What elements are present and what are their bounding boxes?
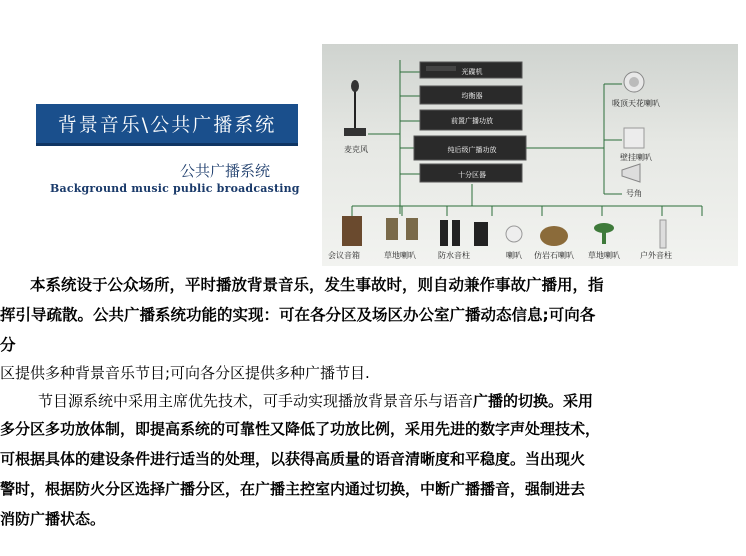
lawn-speaker-icon bbox=[386, 218, 398, 240]
paragraph-text: 节目源系统中采用主席优先技术，可手动实现播放背景音乐与语音 bbox=[38, 392, 474, 410]
device-power-amplifier bbox=[414, 136, 526, 160]
bottom-label: 会议音箱 bbox=[328, 251, 360, 260]
horn-speaker-icon bbox=[622, 164, 640, 182]
speaker-icon bbox=[506, 226, 522, 242]
device-pre-amplifier bbox=[420, 110, 522, 130]
device-label: 纯后级广播功放 bbox=[447, 146, 497, 154]
system-diagram bbox=[322, 44, 738, 266]
lawn-speaker-icon bbox=[406, 218, 418, 240]
ceiling-speaker-icon bbox=[624, 72, 644, 92]
microphone-icon bbox=[344, 80, 366, 136]
device-label: 均衡器 bbox=[461, 92, 483, 100]
right-label: 吸顶天花喇叭 bbox=[612, 99, 660, 108]
bottom-label: 喇叭 bbox=[506, 251, 522, 260]
paragraph-line: 可根据具体的建设条件进行适当的处理，以获得高质量的语音清晰度和平稳度。当出现火 bbox=[0, 450, 586, 468]
bottom-label: 仿岩石喇叭 bbox=[534, 251, 574, 260]
bottom-label: 户外音柱 bbox=[640, 251, 672, 260]
bottom-label: 草地喇叭 bbox=[384, 251, 416, 260]
banner-title: 背景音乐\公共广播系统 bbox=[57, 114, 277, 136]
speaker-box-icon bbox=[474, 222, 488, 246]
outdoor-column-icon bbox=[660, 220, 666, 248]
subtitle-en: Background music public broadcasting bbox=[50, 182, 300, 195]
bottom-label: 防水音柱 bbox=[438, 251, 470, 260]
bottom-label: 草地喇叭 bbox=[588, 251, 620, 260]
right-label: 号角 bbox=[626, 189, 642, 198]
bottom-labels bbox=[328, 250, 672, 260]
device-label: 光碟机 bbox=[461, 68, 483, 76]
wall-speaker-icon bbox=[624, 128, 644, 148]
right-label: 壁挂喇叭 bbox=[620, 153, 652, 162]
paragraph-line: 消防广播状态。 bbox=[0, 510, 106, 528]
rock-speaker-icon bbox=[540, 226, 568, 246]
device-cd-player bbox=[420, 62, 522, 78]
device-label: 十分区器 bbox=[458, 171, 486, 179]
paragraph-line: 区提供多种背景音乐节目;可向各分区提供多种广播节目. bbox=[0, 364, 370, 382]
waterproof-column-icon bbox=[452, 220, 460, 246]
waterproof-column-icon bbox=[440, 220, 448, 246]
paragraph-line: 分 bbox=[0, 336, 16, 354]
subtitle-cn: 公共广播系统 bbox=[180, 162, 271, 180]
device-equalizer bbox=[420, 86, 522, 104]
conference-speaker-icon bbox=[342, 216, 362, 246]
paragraph-line: 挥引导疏散。公共广播系统功能的实现：可在各分区及场区办公室广播动态信息;可向各 bbox=[0, 306, 596, 324]
device-zone-selector bbox=[420, 164, 522, 182]
paragraph-text-bold: 广播的切换。采用 bbox=[473, 392, 594, 410]
paragraph-line bbox=[38, 386, 593, 416]
bottom-speakers bbox=[342, 216, 666, 248]
paragraph-line: 多分区多功放体制，即提高系统的可靠性又降低了功放比例，采用先进的数字声处理技术， bbox=[0, 420, 601, 438]
device-label: 前置广播功放 bbox=[451, 117, 493, 125]
system-diagram-svg bbox=[322, 44, 738, 266]
section-banner bbox=[36, 104, 298, 146]
diagram-connectors bbox=[352, 60, 702, 216]
paragraph-line: 本系统设于公众场所，平时播放背景音乐，发生事故时，则自动兼作事故广播用，指 bbox=[30, 276, 604, 294]
paragraph-line: 警时，根据防火分区选择广播分区，在广播主控室内通过切换，中断广播播音，强制进去 bbox=[0, 480, 586, 498]
microphone-label: 麦克风 bbox=[344, 145, 368, 154]
